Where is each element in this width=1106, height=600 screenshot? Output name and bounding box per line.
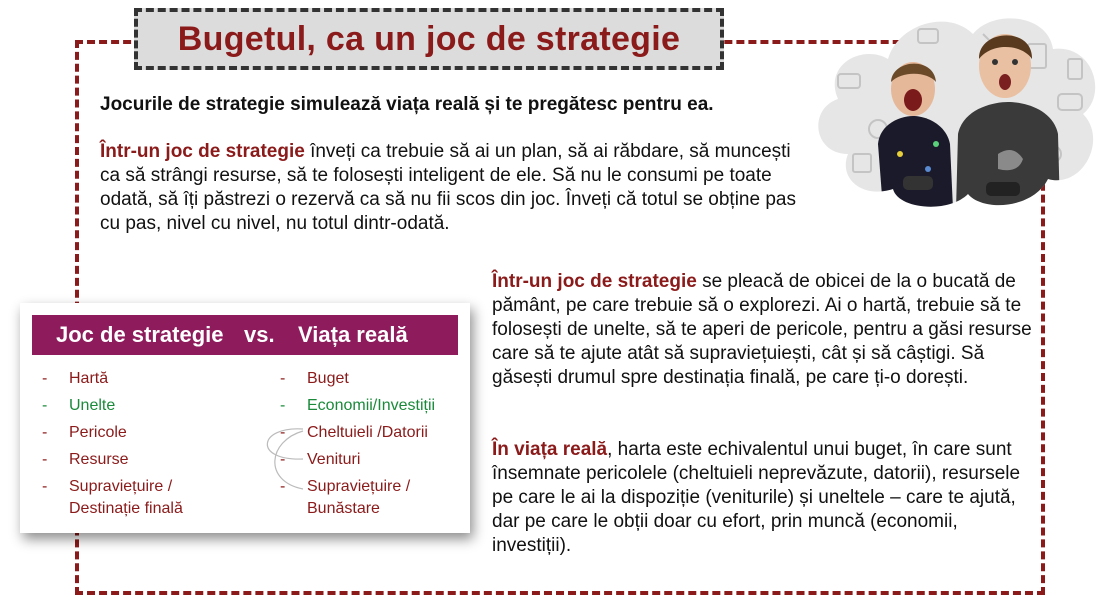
list-item: - Unelte (42, 392, 219, 419)
paragraph-text: se pleacă de obicei de la o bucată de pământ, pe care trebuie să o explorezi. Ai o hartă, trebuie să te folosești de unelte, să te aperi de pericole, pentru a găsi resurse care să te ajute atât să supraviețuiești, cât și să câștigi. Să găsești drumul spre destinația finală, pe care ți-o dorești. (492, 271, 1032, 388)
paragraph-real-life (492, 438, 1032, 558)
list-item: - Venituri (280, 446, 437, 473)
comparison-header (32, 315, 458, 355)
list-item: - Supraviețuire / Bunăstare (280, 476, 437, 520)
paragraph-text: , harta este echivalentul unui buget, în care sunt însemnate pericolele (cheltuieli neprevăzute, datorii), resursele pe care le ai la dispoziție (veniturile) și uneltele – care te ajută, dar pe care le obții doar cu efort, prin muncă (economii, investiții). (492, 439, 1021, 556)
lead-sentence: Jocurile de strategie simulează viața reală și te pregătesc pentru ea. (100, 94, 714, 115)
header-right: Viața reală (298, 322, 408, 347)
paragraph-text: înveți ca trebuie să ai un plan, să ai răbdare, să muncești ca să strângi resurse, să te folosești inteligent de ele. Să nu le consumi pe toate odată, să îți păstrezi o rezervă ca să nu fii scos din joc. Înveți că totul se obține pas cu pas, nivel cu nivel, nu totul dintr-odată. (100, 141, 796, 234)
comparison-card (20, 303, 470, 533)
highlight-phrase: Într-un joc de strategie (492, 271, 697, 292)
list-item: - Supraviețuire / Destinație finală (42, 476, 219, 520)
highlight-phrase: În viața reală (492, 439, 608, 460)
title-box (134, 8, 724, 70)
header-vs: vs. (244, 322, 275, 347)
left-list (42, 365, 219, 520)
list-item: - Hartă (42, 365, 219, 392)
highlight-phrase: Într-un joc de strategie (100, 141, 305, 162)
connector-curves (248, 421, 308, 501)
list-item: - Cheltuieli /Datorii (280, 419, 437, 446)
paragraph-strategy-intro (100, 140, 800, 236)
page-title: Bugetul, ca un joc de strategie (177, 19, 681, 58)
list-item: - Economii/Investiții (280, 392, 437, 419)
list-item: - Pericole (42, 419, 219, 446)
list-item: - Buget (280, 365, 437, 392)
header-left: Joc de strategie (56, 322, 224, 347)
paragraph-strategy-map (492, 270, 1032, 390)
kids-gaming-photo (808, 4, 1106, 210)
list-item: - Resurse (42, 446, 219, 473)
